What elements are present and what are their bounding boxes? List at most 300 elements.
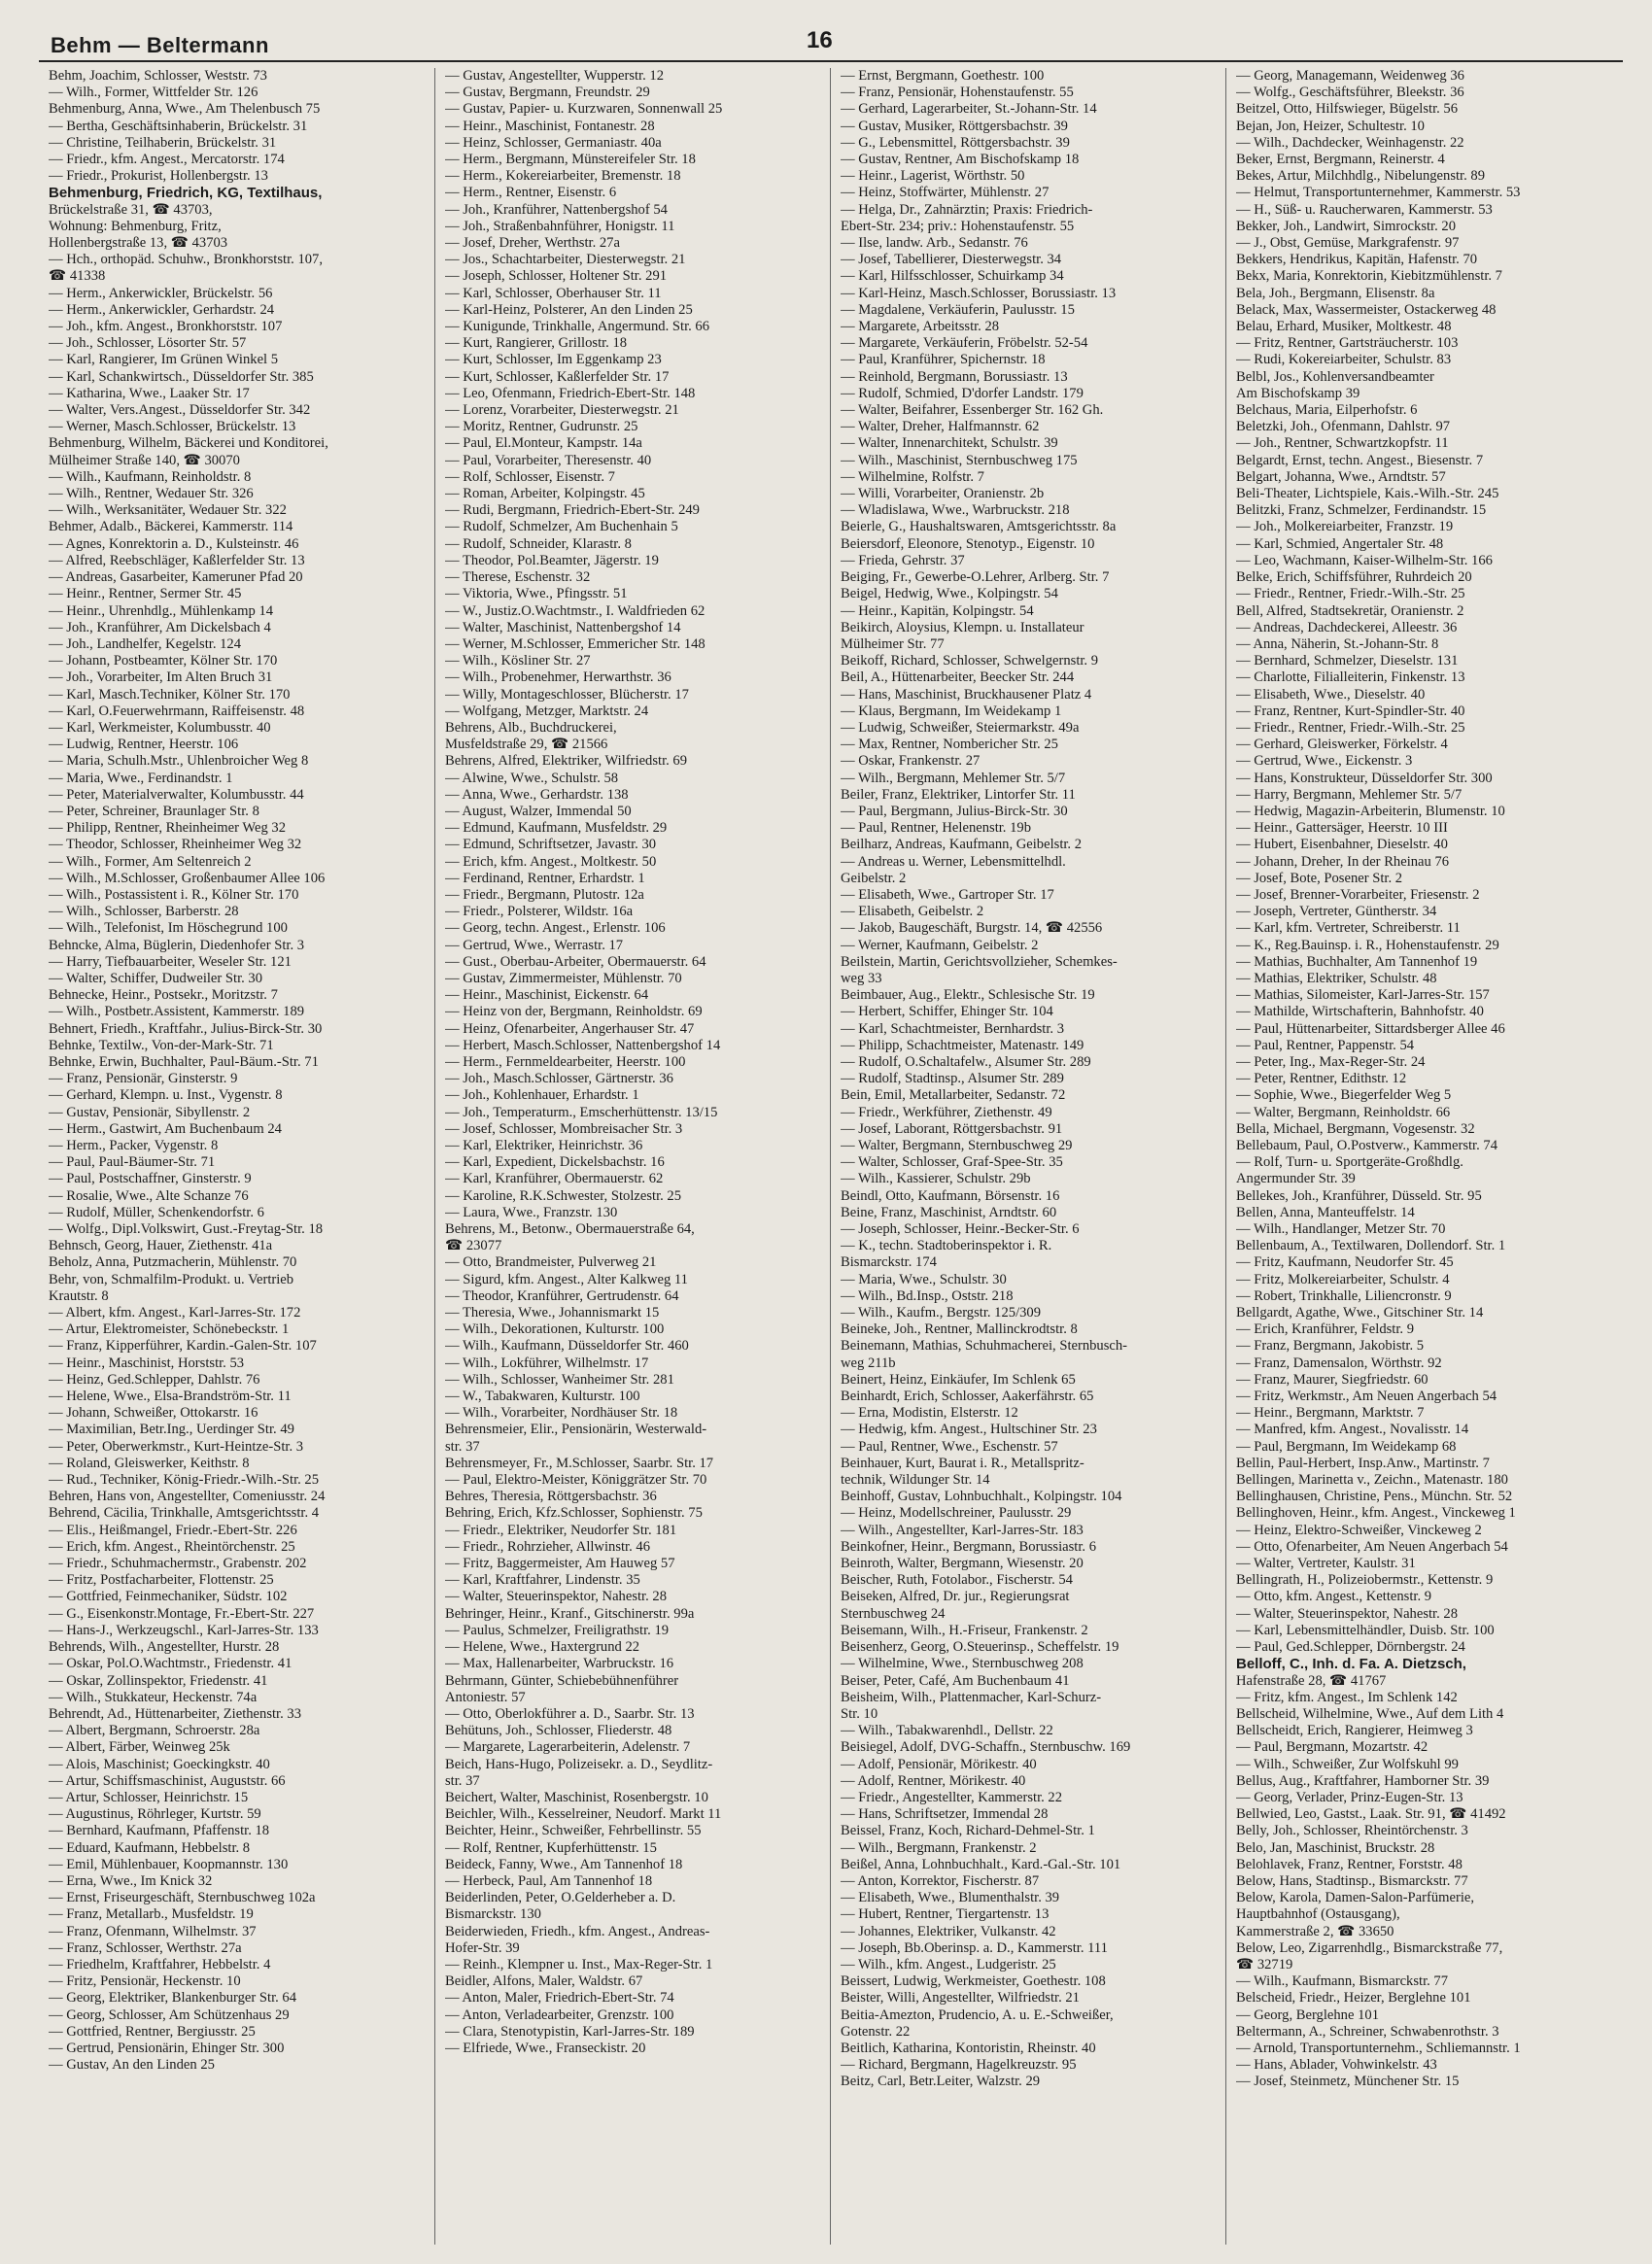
directory-entry: — Fritz, Postfacharbeiter, Flottenstr. 25 [49, 1572, 274, 1589]
directory-entry: — Rudolf, Schneider, Klarastr. 8 [445, 535, 632, 552]
directory-entry: — Herbert, Masch.Schlosser, Nattenbergshof 14 [445, 1037, 721, 1053]
directory-entry: — G., Eisenkonstr.Montage, Fr.-Ebert-Str. 227 [49, 1605, 315, 1622]
directory-entry: — Karoline, R.K.Schwester, Stolzestr. 25 [445, 1187, 682, 1204]
directory-entry: — Karl, Schmied, Angertaler Str. 48 [1236, 535, 1444, 552]
directory-entry: — Franz, Ofenmann, Wilhelmstr. 37 [49, 1923, 257, 1939]
directory-entry: Behnke, Erwin, Buchhalter, Paul-Bäum.-Str. 71 [49, 1053, 319, 1070]
directory-entry: — Willy, Montageschlosser, Blücherstr. 17 [445, 686, 689, 703]
directory-entry: — Wladislawa, Wwe., Warbruckstr. 218 [841, 502, 1070, 519]
directory-entry: — Joh., Schlosser, Lösorter Str. 57 [49, 335, 247, 352]
directory-entry: — Ilse, landw. Arb., Sedanstr. 76 [841, 235, 1028, 252]
directory-entry: — Rolf, Turn- u. Sportgeräte-Großhdlg. [1236, 1154, 1463, 1171]
directory-entry: — Paul, Rentner, Helenenstr. 19b [841, 820, 1031, 837]
directory-entry: — Walter, Vertreter, Kaulstr. 31 [1236, 1556, 1416, 1572]
directory-entry: — Josef, Dreher, Werthstr. 27a [445, 235, 620, 252]
directory-entry: — Walter, Beifahrer, Essenberger Str. 162 Gh. [841, 402, 1104, 419]
directory-entry: — Wilh., Kaufm., Bergstr. 125/309 [841, 1305, 1042, 1321]
directory-entry: Beidler, Alfons, Maler, Waldstr. 67 [445, 1973, 643, 1990]
directory-entry: Behrens, M., Betonw., Obermauerstraße 64, [445, 1221, 695, 1238]
directory-entry: Beilharz, Andreas, Kaufmann, Geibelstr. 2 [841, 837, 1083, 853]
directory-entry: Belack, Max, Wassermeister, Ostackerweg 48 [1236, 301, 1497, 318]
directory-entry: Behren, Hans von, Angestellter, Comeniusstr. 24 [49, 1489, 326, 1505]
directory-entry: — Walter, Maschinist, Nattenbergshof 14 [445, 619, 681, 635]
directory-entry: — Gustav, Pensionär, Sibyllenstr. 2 [49, 1104, 251, 1120]
directory-entry: — K., techn. Stadtoberinspektor i. R. [841, 1238, 1052, 1254]
directory-entry: — Josef, Brenner-Vorarbeiter, Friesenstr. 2 [1236, 886, 1480, 903]
directory-entry: — Erich, kfm. Angest., Moltkestr. 50 [445, 853, 657, 870]
directory-entry: — Joseph, Vertreter, Güntherstr. 34 [1236, 904, 1437, 920]
directory-entry: — Paulus, Schmelzer, Freiligrathstr. 19 [445, 1622, 670, 1638]
directory-entry: — Wilh., Rentner, Wedauer Str. 326 [49, 486, 254, 502]
directory-entry: — Anna, Wwe., Gerhardstr. 138 [445, 786, 629, 803]
directory-entry: — Albert, Färber, Weinweg 25k [49, 1739, 230, 1756]
directory-entry: Behring, Erich, Kfz.Schlosser, Sophienstr. 75 [445, 1505, 703, 1522]
directory-entry: Belloff, C., Inh. d. Fa. A. Dietzsch, [1236, 1656, 1466, 1673]
directory-entry: — Paul, Ged.Schlepper, Dörnbergstr. 24 [1236, 1639, 1465, 1656]
directory-entry: — Bernhard, Schmelzer, Dieselstr. 131 [1236, 653, 1459, 669]
directory-entry: — Richard, Bergmann, Hagelkreuzstr. 95 [841, 2057, 1077, 2074]
directory-entry: — Kurt, Schlosser, Im Eggenkamp 23 [445, 352, 662, 368]
directory-entry: — Rud., Techniker, König-Friedr.-Wilh.-Str. 25 [49, 1472, 320, 1489]
directory-entry: — Johann, Schweißer, Ottokarstr. 16 [49, 1405, 258, 1422]
directory-entry: — Alois, Maschinist; Goeckingkstr. 40 [49, 1756, 270, 1772]
directory-entry: Bellekes, Joh., Kranführer, Düsseld. Str. 95 [1236, 1187, 1482, 1204]
directory-entry: Beiler, Franz, Elektriker, Lintorfer Str. 11 [841, 786, 1076, 803]
directory-entry: Beindl, Otto, Kaufmann, Börsenstr. 16 [841, 1187, 1060, 1204]
directory-entry: — Herm., Kokereiarbeiter, Bremenstr. 18 [445, 168, 681, 185]
directory-entry: — Philipp, Schachtmeister, Matenastr. 149 [841, 1037, 1084, 1053]
directory-entry: Mülheimer Straße 140, ☎ 30070 [49, 452, 240, 468]
directory-entry: — Friedr., Angestellter, Kammerstr. 22 [841, 1789, 1063, 1805]
directory-entry: — Friedr., Rentner, Friedr.-Wilh.-Str. 25 [1236, 586, 1465, 602]
directory-entry: — W., Justiz.O.Wachtmstr., I. Waldfrieden 62 [445, 602, 706, 619]
directory-entry: — Oskar, Zollinspektor, Friedenstr. 41 [49, 1672, 268, 1689]
directory-entry: Gotenstr. 22 [841, 2023, 911, 2040]
directory-entry: Behm, Joachim, Schlosser, Weststr. 73 [49, 68, 267, 84]
directory-entry: — Maria, Wwe., Ferdinandstr. 1 [49, 770, 233, 786]
directory-entry: Bellgardt, Agathe, Wwe., Gitschiner Str. 14 [1236, 1305, 1484, 1321]
directory-entry: Behmer, Adalb., Bäckerei, Kammerstr. 114 [49, 519, 293, 535]
column-4 [1225, 68, 1621, 2245]
directory-entry: — Magdalene, Verkäuferin, Paulusstr. 15 [841, 301, 1075, 318]
directory-entry: — Gustav, Papier- u. Kurzwaren, Sonnenwall 25 [445, 101, 723, 118]
directory-entry: — Wilh., Kassierer, Schulstr. 29b [841, 1171, 1031, 1187]
directory-entry: — Roman, Arbeiter, Kolpingstr. 45 [445, 486, 645, 502]
directory-entry: — Paul, Hüttenarbeiter, Sittardsberger Allee 46 [1236, 1020, 1505, 1037]
page-header [39, 27, 1623, 62]
directory-entry: — Hubert, Rentner, Tiergartenstr. 13 [841, 1906, 1050, 1923]
directory-entry: — Paul, Bergmann, Mozartstr. 42 [1236, 1739, 1428, 1756]
directory-entry: Beichter, Heinr., Schweißer, Fehrbellinstr. 55 [445, 1823, 702, 1839]
directory-entry: — Karl, Schankwirtsch., Düsseldorfer Str. 385 [49, 368, 314, 385]
directory-entry: — Wilh., Probenehmer, Herwarthstr. 36 [445, 669, 671, 686]
directory-entry: — Otto, Brandmeister, Pulverweg 21 [445, 1254, 657, 1271]
directory-entry: — Hedwig, Magazin-Arbeiterin, Blumenstr. 10 [1236, 803, 1505, 819]
directory-entry: Beholz, Anna, Putzmacherin, Mühlenstr. 70 [49, 1254, 297, 1271]
directory-entry: Behnsch, Georg, Hauer, Ziethenstr. 41a [49, 1238, 273, 1254]
directory-entry: — Karl, Kranführer, Obermauerstr. 62 [445, 1171, 664, 1187]
directory-entry: — Walter, Steuerinspektor, Nahestr. 28 [445, 1589, 667, 1605]
directory-entry: — Heinr., Uhrenhdlg., Mühlenkamp 14 [49, 602, 274, 619]
directory-entry: — Johann, Postbeamter, Kölner Str. 170 [49, 653, 278, 669]
directory-entry: Beinert, Heinz, Einkäufer, Im Schlenk 65 [841, 1371, 1076, 1388]
directory-entry: — Rudolf, O.Schaltafelw., Alsumer Str. 289 [841, 1053, 1091, 1070]
directory-entry: Behres, Theresia, Röttgersbachstr. 36 [445, 1489, 657, 1505]
directory-entry: — Friedr., Rentner, Friedr.-Wilh.-Str. 25 [1236, 719, 1465, 736]
directory-entry: Behrensmeier, Elir., Pensionärin, Westerwald- [445, 1422, 707, 1438]
directory-entry: — Margarete, Arbeitsstr. 28 [841, 319, 1000, 335]
directory-entry: — Fritz, Rentner, Gartsträucherstr. 103 [1236, 335, 1459, 352]
directory-entry: — Reinh., Klempner u. Inst., Max-Reger-Str. 1 [445, 1956, 713, 1972]
directory-entry: — Gottfried, Feinmechaniker, Südstr. 102 [49, 1589, 288, 1605]
directory-entry: — Karl, Hilfsschlosser, Schuirkamp 34 [841, 268, 1064, 285]
directory-entry: — Gertrud, Wwe., Werrastr. 17 [445, 937, 624, 953]
directory-entry: — Joh., Temperaturm., Emscherhüttenstr. 13/15 [445, 1104, 718, 1120]
directory-entry: — Herbeck, Paul, Am Tannenhof 18 [445, 1872, 653, 1889]
directory-entry: Beineke, Joh., Rentner, Mallinckrodtstr. 8 [841, 1321, 1078, 1338]
directory-entry: Bekx, Maria, Konrektorin, Kiebitzmühlenstr. 7 [1236, 268, 1502, 285]
directory-entry: — Franz, Maurer, Siegfriedstr. 60 [1236, 1371, 1428, 1388]
directory-entry: — Wolfgang, Metzger, Marktstr. 24 [445, 703, 649, 719]
directory-entry: — Karl, O.Feuerwehrmann, Raiffeisenstr. 48 [49, 703, 305, 719]
directory-entry: Beideck, Fanny, Wwe., Am Tannenhof 18 [445, 1856, 683, 1872]
directory-entry: Bellen, Anna, Manteuffelstr. 14 [1236, 1204, 1415, 1220]
directory-entry: — Gustav, Musiker, Röttgersbachstr. 39 [841, 118, 1068, 134]
directory-entry: — Peter, Ing., Max-Reger-Str. 24 [1236, 1053, 1426, 1070]
directory-entry: Beletzki, Joh., Ofenmann, Dahlstr. 97 [1236, 419, 1451, 435]
directory-entry: Beinhardt, Erich, Schlosser, Aakerfährstr. 65 [841, 1389, 1094, 1405]
directory-entry: — Georg, Elektriker, Blankenburger Str. 64 [49, 1990, 297, 2007]
directory-entry: Beissel, Franz, Koch, Richard-Dehmel-Str. 1 [841, 1823, 1095, 1839]
directory-entry: — Heinz von der, Bergmann, Reinholdstr. 69 [445, 1004, 703, 1020]
directory-entry: Beiser, Peter, Café, Am Buchenbaum 41 [841, 1672, 1070, 1689]
directory-entry: — Wilh., Lokführer, Wilhelmstr. 17 [445, 1355, 649, 1371]
directory-entry: — Karl, Werkmeister, Kolumbusstr. 40 [49, 719, 271, 736]
directory-entry: — Alwine, Wwe., Schulstr. 58 [445, 770, 619, 786]
directory-entry: Beiseken, Alfred, Dr. jur., Regierungsrat [841, 1589, 1070, 1605]
directory-entry: str. 37 [445, 1772, 480, 1789]
directory-entry: Bela, Joh., Bergmann, Elisenstr. 8a [1236, 285, 1435, 301]
directory-entry: — Maria, Wwe., Schulstr. 30 [841, 1271, 1007, 1287]
directory-entry: — Leo, Wachmann, Kaiser-Wilhelm-Str. 166 [1236, 552, 1493, 568]
directory-entry: — Mathias, Buchhalter, Am Tannenhof 19 [1236, 953, 1478, 970]
directory-entry: Behringer, Heinr., Kranf., Gitschinerstr. 99a [445, 1605, 695, 1622]
directory-entry: — Friedr., kfm. Angest., Mercatorstr. 174 [49, 152, 285, 168]
directory-entry: — Mathias, Elektriker, Schulstr. 48 [1236, 970, 1437, 986]
directory-entry: Beisheim, Wilh., Plattenmacher, Karl-Schurz- [841, 1689, 1102, 1705]
directory-entry: — Rudi, Bergmann, Friedrich-Ebert-Str. 249 [445, 502, 700, 519]
directory-entry: Behnke, Textilw., Von-der-Mark-Str. 71 [49, 1037, 274, 1053]
directory-entry: — Karl, Expedient, Dickelsbachstr. 16 [445, 1154, 665, 1171]
directory-entry: — Rudolf, Müller, Schenkendorfstr. 6 [49, 1204, 264, 1220]
directory-entry: Beischer, Ruth, Fotolabor., Fischerstr. 54 [841, 1572, 1073, 1589]
directory-entry: — Paul, Vorarbeiter, Theresenstr. 40 [445, 452, 652, 468]
directory-entry: Bellscheidt, Erich, Rangierer, Heimweg 3 [1236, 1723, 1473, 1739]
directory-entry: Beiging, Fr., Gewerbe-O.Lehrer, Arlberg. Str. 7 [841, 569, 1110, 586]
directory-entry: — Willi, Vorarbeiter, Oranienstr. 2b [841, 486, 1045, 502]
directory-entry: — Herbert, Schiffer, Ehinger Str. 104 [841, 1004, 1053, 1020]
directory-entry: — Theresia, Wwe., Johannismarkt 15 [445, 1305, 660, 1321]
directory-entry: — Helga, Dr., Zahnärztin; Praxis: Friedrich- [841, 201, 1093, 218]
directory-entry: — Fritz, Baggermeister, Am Hauweg 57 [445, 1556, 675, 1572]
directory-entry: Ebert-Str. 234; priv.: Hohenstaufenstr. 55 [841, 218, 1075, 234]
directory-entry: technik, Wildunger Str. 14 [841, 1472, 990, 1489]
directory-entry: — Karl, Lebensmittelhändler, Duisb. Str. 100 [1236, 1622, 1495, 1638]
directory-entry: — Helene, Wwe., Elsa-Brandström-Str. 11 [49, 1389, 292, 1405]
directory-entry: — Ernst, Bergmann, Goethestr. 100 [841, 68, 1045, 84]
directory-entry: — Wilhelmine, Wwe., Sternbuschweg 208 [841, 1656, 1084, 1672]
directory-entry: — Mathilde, Wirtschafterin, Bahnhofstr. 40 [1236, 1004, 1484, 1020]
directory-entry: — Joh., Kohlenhauer, Erhardstr. 1 [445, 1087, 639, 1104]
directory-entry: weg 33 [841, 970, 882, 986]
directory-entry: — Peter, Oberwerkmstr., Kurt-Heintze-Str. 3 [49, 1438, 304, 1455]
directory-entry: Bekker, Joh., Landwirt, Simrockstr. 20 [1236, 218, 1456, 234]
directory-entry: — Wilhelmine, Rolfstr. 7 [841, 468, 984, 485]
directory-entry: Bellenbaum, A., Textilwaren, Dollendorf. Str. 1 [1236, 1238, 1506, 1254]
directory-entry: — Klaus, Bergmann, Im Weidekamp 1 [841, 703, 1062, 719]
directory-entry: Beiderwieden, Friedh., kfm. Angest., Andreas- [445, 1923, 710, 1939]
directory-entry: — Elisabeth, Wwe., Gartroper Str. 17 [841, 886, 1054, 903]
directory-entry: — Joh., kfm. Angest., Bronkhorststr. 107 [49, 319, 283, 335]
directory-entry: — Joseph, Schlosser, Holtener Str. 291 [445, 268, 668, 285]
directory-entry: Behrendt, Ad., Hüttenarbeiter, Ziethenstr. 33 [49, 1705, 302, 1722]
directory-entry: — Otto, kfm. Angest., Kettenstr. 9 [1236, 1589, 1432, 1605]
column-3 [830, 68, 1225, 2245]
directory-entry: — Hubert, Eisenbahner, Dieselstr. 40 [1236, 837, 1448, 853]
directory-entry: — August, Walzer, Immendal 50 [445, 803, 632, 819]
directory-entry: — Georg, Verlader, Prinz-Eugen-Str. 13 [1236, 1789, 1463, 1805]
directory-entry: — Peter, Schreiner, Braunlager Str. 8 [49, 803, 259, 819]
directory-entry: — Herm., Bergmann, Münstereifeler Str. 18 [445, 152, 696, 168]
directory-entry: — Heinr., Maschinist, Fontanestr. 28 [445, 118, 655, 134]
directory-entry: — Gustav, Angestellter, Wupperstr. 12 [445, 68, 664, 84]
directory-entry: Behmenburg, Wilhelm, Bäckerei und Konditorei, [49, 435, 328, 452]
directory-entry: Beister, Willi, Angestellter, Wilfriedstr. 21 [841, 1990, 1080, 2007]
directory-entry: Angermunder Str. 39 [1236, 1171, 1356, 1187]
directory-entry: — Sophie, Wwe., Biegerfelder Weg 5 [1236, 1087, 1452, 1104]
directory-entry: — Heinr., Rentner, Sermer Str. 45 [49, 586, 242, 602]
directory-entry: — Peter, Materialverwalter, Kolumbusstr. 44 [49, 786, 304, 803]
directory-entry: — Maria, Schulh.Mstr., Uhlenbroicher Weg 8 [49, 753, 309, 770]
directory-entry: — Fritz, Werkmstr., Am Neuen Angerbach 54 [1236, 1389, 1497, 1405]
directory-entry: — J., Obst, Gemüse, Markgrafenstr. 97 [1236, 235, 1460, 252]
directory-entry: — Heinr., Bergmann, Marktstr. 7 [1236, 1405, 1425, 1422]
directory-entry: — W., Tabakwaren, Kulturstr. 100 [445, 1389, 640, 1405]
directory-entry: Beker, Ernst, Bergmann, Reinerstr. 4 [1236, 152, 1445, 168]
directory-entry: — Fritz, Kaufmann, Neudorfer Str. 45 [1236, 1254, 1454, 1271]
directory-entry: — Wolfg., Dipl.Volkswirt, Gust.-Freytag-Str. 18 [49, 1221, 324, 1238]
directory-entry: — Wilh., Kaufmann, Bismarckstr. 77 [1236, 1973, 1449, 1990]
directory-entry: — Wilh., Angestellter, Karl-Jarres-Str. 183 [841, 1522, 1084, 1538]
directory-entry: — Heinz, Ofenarbeiter, Angerhauser Str. 47 [445, 1020, 695, 1037]
directory-page [39, 27, 1623, 2252]
directory-entry: — Johann, Dreher, In der Rheinau 76 [1236, 853, 1450, 870]
directory-entry: ☎ 23077 [445, 1238, 502, 1254]
directory-entry: Beinhauer, Kurt, Baurat i. R., Metallspritz- [841, 1455, 1084, 1471]
directory-entry: Beimbauer, Aug., Elektr., Schlesische Str. 19 [841, 987, 1095, 1004]
directory-entry: Behncke, Alma, Büglerin, Diedenhofer Str. 3 [49, 937, 305, 953]
directory-entry: — Wilh., Vorarbeiter, Nordhäuser Str. 18 [445, 1405, 678, 1422]
directory-entry: — Rolf, Schlosser, Eisenstr. 7 [445, 468, 615, 485]
directory-entry: — Paul, Bergmann, Julius-Birck-Str. 30 [841, 803, 1068, 819]
directory-entry: — Friedr., Polsterer, Wildstr. 16a [445, 904, 634, 920]
directory-entry: Behütuns, Joh., Schlosser, Fliederstr. 48 [445, 1723, 672, 1739]
directory-entry: Beierle, G., Haushaltswaren, Amtsgerichtsstr. 8a [841, 519, 1117, 535]
directory-entry: Krautstr. 8 [49, 1287, 109, 1304]
directory-entry: — Gottfried, Rentner, Bergiusstr. 25 [49, 2023, 256, 2040]
directory-entry: — Jakob, Baugeschäft, Burgstr. 14, ☎ 42556 [841, 920, 1103, 937]
running-head: Behm — Beltermann [51, 33, 269, 57]
directory-entry: — Georg, techn. Angest., Erlenstr. 106 [445, 920, 666, 937]
directory-entry: — Paul, El.Monteur, Kampstr. 14a [445, 435, 642, 452]
directory-entry: — Lorenz, Vorarbeiter, Diesterwegstr. 21 [445, 402, 679, 419]
directory-entry: Behrmann, Günter, Schiebebühnenführer [445, 1672, 679, 1689]
directory-entry: Behnert, Friedh., Kraftfahr., Julius-Birck-Str. 30 [49, 1020, 323, 1037]
directory-entry: — Fritz, Molkereiarbeiter, Schulstr. 4 [1236, 1271, 1450, 1287]
directory-entry: — Wilh., Bergmann, Mehlemer Str. 5/7 [841, 770, 1066, 786]
directory-entry: — Joh., Landhelfer, Kegelstr. 124 [49, 635, 242, 652]
directory-entry: — Karl, Masch.Techniker, Kölner Str. 170 [49, 686, 291, 703]
directory-entry: — Helene, Wwe., Haxtergrund 22 [445, 1639, 640, 1656]
directory-entry: — Karl, Schlosser, Oberhauser Str. 11 [445, 285, 662, 301]
directory-entry: Sternbuschweg 24 [841, 1605, 946, 1622]
directory-entry: — Ernst, Friseurgeschäft, Sternbuschweg 102a [49, 1890, 316, 1906]
directory-entry: — Herm., Gastwirt, Am Buchenbaum 24 [49, 1120, 282, 1137]
directory-entry: — Josef, Schlosser, Mombreisacher Str. 3 [445, 1120, 683, 1137]
directory-entry: — Theodor, Schlosser, Rheinheimer Weg 32 [49, 837, 302, 853]
directory-entry: Beitia-Amezton, Prudencio, A. u. E.-Schweißer, [841, 2007, 1114, 2023]
directory-entry: — Kunigunde, Trinkhalle, Angermund. Str. 66 [445, 319, 710, 335]
directory-entry: — Herm., Rentner, Eisenstr. 6 [445, 185, 617, 201]
directory-entry: — Clara, Stenotypistin, Karl-Jarres-Str. 189 [445, 2023, 695, 2040]
directory-entry: — Joh., Straßenbahnführer, Honigstr. 11 [445, 218, 675, 234]
directory-entry: — Gertrud, Wwe., Eickenstr. 3 [1236, 753, 1413, 770]
directory-entry: — Kurt, Rangierer, Grillostr. 18 [445, 335, 628, 352]
directory-entry: Bejan, Jon, Heizer, Schultestr. 10 [1236, 118, 1425, 134]
directory-entry: — Wilh., Stukkateur, Heckenstr. 74a [49, 1689, 258, 1705]
directory-entry: Hollenbergstraße 13, ☎ 43703 [49, 235, 228, 252]
directory-entry: Belscheid, Friedr., Heizer, Berglehne 101 [1236, 1990, 1471, 2007]
directory-entry: — Joseph, Schlosser, Heinr.-Becker-Str. 6 [841, 1221, 1080, 1238]
directory-entry: — Wilh., Bd.Insp., Oststr. 218 [841, 1287, 1014, 1304]
directory-entry: — Anton, Maler, Friedrich-Ebert-Str. 74 [445, 1990, 674, 2007]
directory-entry: Hofer-Str. 39 [445, 1939, 520, 1956]
directory-entry: — Artur, Schiffsmaschinist, Auguststr. 66 [49, 1772, 286, 1789]
directory-entry: Antoniestr. 57 [445, 1689, 526, 1705]
directory-entry: — Bernhard, Kaufmann, Pfaffenstr. 18 [49, 1823, 270, 1839]
directory-entry: Belchaus, Maria, Eilperhofstr. 6 [1236, 402, 1418, 419]
directory-entry: Behmenburg, Anna, Wwe., Am Thelenbusch 75 [49, 101, 321, 118]
directory-entry: — Maximilian, Betr.Ing., Uerdinger Str. 49 [49, 1422, 294, 1438]
directory-entry: — Wilh., Dachdecker, Weinhagenstr. 22 [1236, 134, 1464, 151]
directory-entry: — Joh., Vorarbeiter, Im Alten Bruch 31 [49, 669, 273, 686]
directory-entry: — Friedr., Werkführer, Ziethenstr. 49 [841, 1104, 1052, 1120]
directory-entry: Bellus, Aug., Kraftfahrer, Hamborner Str. 39 [1236, 1772, 1490, 1789]
directory-entry: — Friedr., Prokurist, Hollenbergstr. 13 [49, 168, 268, 185]
directory-entry: Beil, A., Hüttenarbeiter, Beecker Str. 244 [841, 669, 1075, 686]
directory-entry: Below, Hans, Stadtinsp., Bismarckstr. 77 [1236, 1872, 1468, 1889]
column-2 [434, 68, 830, 2245]
directory-entry: Beissert, Ludwig, Werkmeister, Goethestr. 108 [841, 1973, 1106, 1990]
directory-entry: — Walter, Vers.Angest., Düsseldorfer Str. 342 [49, 402, 311, 419]
directory-entry: — Heinr., Gattersäger, Heerstr. 10 III [1236, 820, 1448, 837]
directory-entry: Bekes, Artur, Milchhdlg., Nibelungenstr. 89 [1236, 168, 1485, 185]
column-1 [39, 68, 434, 2245]
directory-entry: weg 211b [841, 1355, 896, 1371]
directory-entry: Belohlavek, Franz, Rentner, Forststr. 48 [1236, 1856, 1463, 1872]
directory-entry: Belly, Joh., Schlosser, Rheintörchenstr. 3 [1236, 1823, 1468, 1839]
directory-entry: — K., Reg.Bauinsp. i. R., Hohenstaufenstr. 29 [1236, 937, 1499, 953]
directory-entry: — Heinz, Modellschreiner, Paulusstr. 29 [841, 1505, 1072, 1522]
directory-entry: Wohnung: Behmenburg, Fritz, [49, 218, 222, 234]
directory-entry: — Paul, Bergmann, Im Weidekamp 68 [1236, 1438, 1457, 1455]
directory-entry: Kammerstraße 2, ☎ 33650 [1236, 1923, 1394, 1939]
directory-entry: — Joh., Kranführer, Nattenbergshof 54 [445, 201, 668, 218]
directory-entry: — Laura, Wwe., Franzstr. 130 [445, 1204, 618, 1220]
directory-entry: — Heinz, Stoffwärter, Mühlenstr. 27 [841, 185, 1050, 201]
directory-entry: — Friedr., Schuhmachermstr., Grabenstr. 202 [49, 1556, 307, 1572]
directory-entry: — Ludwig, Rentner, Heerstr. 106 [49, 737, 239, 753]
directory-entry: Belgart, Johanna, Wwe., Arndtstr. 57 [1236, 468, 1446, 485]
directory-entry: — Anton, Verladearbeiter, Grenzstr. 100 [445, 2007, 674, 2023]
directory-entry: Bellingen, Marinetta v., Zeichn., Matenastr. 180 [1236, 1472, 1508, 1489]
directory-entry: Behrensmeyer, Fr., M.Schlosser, Saarbr. Str. 17 [445, 1455, 714, 1471]
directory-entry: — Wilh., Kösliner Str. 27 [445, 653, 591, 669]
directory-entry: — Roland, Gleiswerker, Keithstr. 8 [49, 1455, 250, 1471]
directory-entry: — Philipp, Rentner, Rheinheimer Weg 32 [49, 820, 287, 837]
directory-entry: — Karl, Schachtmeister, Bernhardstr. 3 [841, 1020, 1065, 1037]
directory-entry: — Artur, Schlosser, Heinrichstr. 15 [49, 1789, 249, 1805]
directory-entry: — Sigurd, kfm. Angest., Alter Kalkweg 11 [445, 1271, 688, 1287]
directory-entry: — Gust., Oberbau-Arbeiter, Obermauerstr. 64 [445, 953, 706, 970]
directory-entry: Am Bischofskamp 39 [1236, 385, 1360, 401]
directory-entry: — Margarete, Verkäuferin, Fröbelstr. 52-54 [841, 335, 1088, 352]
directory-entry: — Werner, Masch.Schlosser, Brückelstr. 13 [49, 419, 296, 435]
directory-entry: Below, Leo, Zigarrenhdlg., Bismarckstraße 77, [1236, 1939, 1503, 1956]
directory-entry: — Wilh., Handlanger, Metzer Str. 70 [1236, 1221, 1446, 1238]
directory-entry: — Wilh., Former, Wittfelder Str. 126 [49, 85, 258, 101]
directory-entry: — Joh., Masch.Schlosser, Gärtnerstr. 36 [445, 1071, 673, 1087]
directory-entry: — Therese, Eschenstr. 32 [445, 569, 591, 586]
directory-entry: — Heinz, Elektro-Schweißer, Vinckeweg 2 [1236, 1522, 1482, 1538]
directory-entry: Bellscheid, Wilhelmine, Wwe., Auf dem Lith 4 [1236, 1705, 1504, 1722]
directory-entry: — Herm., Packer, Vygenstr. 8 [49, 1138, 219, 1153]
directory-entry: — Gertrud, Pensionärin, Ehinger Str. 300 [49, 2040, 285, 2056]
directory-entry: — H., Süß- u. Raucherwaren, Kammerstr. 53 [1236, 201, 1493, 218]
directory-entry: — Frieda, Gehrstr. 37 [841, 552, 965, 568]
directory-entry: Musfeldstraße 29, ☎ 21566 [445, 737, 608, 753]
directory-entry: Beisenherz, Georg, O.Steuerinsp., Scheffelstr. 19 [841, 1639, 1119, 1656]
directory-entry: ☎ 41338 [49, 268, 106, 285]
directory-entry: — Georg, Schlosser, Am Schützenhaus 29 [49, 2007, 290, 2023]
directory-entry: — Walter, Schlosser, Graf-Spee-Str. 35 [841, 1154, 1063, 1171]
directory-entry: Geibelstr. 2 [841, 870, 907, 886]
directory-entry: Behrend, Cäcilia, Trinkhalle, Amtsgerichtsstr. 4 [49, 1505, 320, 1522]
directory-entry: — Elisabeth, Wwe., Blumenthalstr. 39 [841, 1890, 1060, 1906]
directory-entry: — Erna, Wwe., Im Knick 32 [49, 1872, 213, 1889]
directory-entry: — Heinr., Lagerist, Wörthstr. 50 [841, 168, 1025, 185]
directory-entry: — Manfred, kfm. Angest., Novalisstr. 14 [1236, 1422, 1469, 1438]
directory-entry: — Walter, Dreher, Halfmannstr. 62 [841, 419, 1040, 435]
directory-entry: — Harry, Bergmann, Mehlemer Str. 5/7 [1236, 786, 1463, 803]
directory-entry: Bellwied, Leo, Gastst., Laak. Str. 91, ☎ 41492 [1236, 1806, 1506, 1823]
directory-entry: — Kurt, Schlosser, Kaßlerfelder Str. 17 [445, 368, 670, 385]
directory-entry: Beichler, Wilh., Kesselreiner, Neudorf. Markt 11 [445, 1806, 722, 1823]
directory-entry: Belau, Erhard, Musiker, Moltkestr. 48 [1236, 319, 1452, 335]
directory-entry: — Wilh., Schlosser, Barberstr. 28 [49, 904, 239, 920]
directory-entry: Bellingrath, H., Polizeiobermstr., Kettenstr. 9 [1236, 1572, 1494, 1589]
directory-entry: — Anton, Korrektor, Fischerstr. 87 [841, 1872, 1040, 1889]
